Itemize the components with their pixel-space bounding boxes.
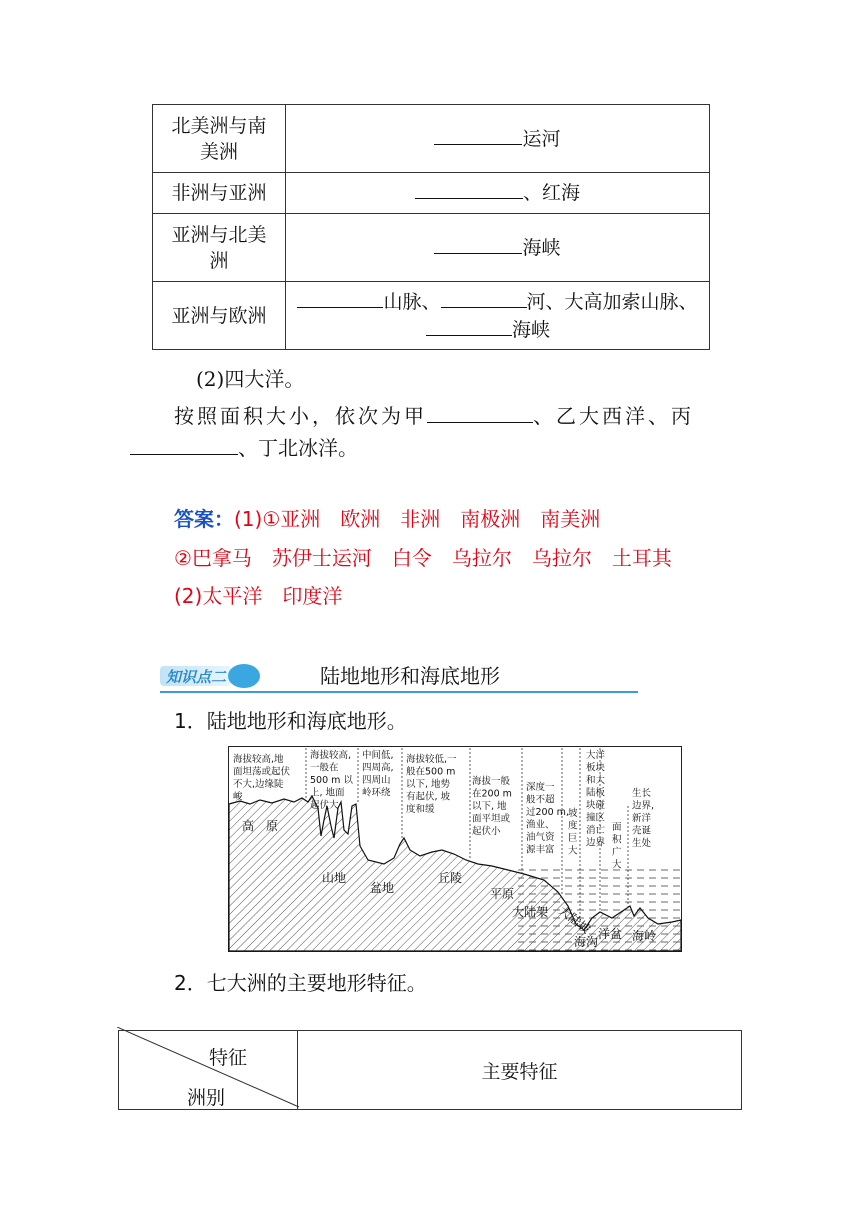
diagram-note-line: 上, 地面 xyxy=(310,787,345,799)
fill-blank[interactable] xyxy=(297,289,383,308)
diagram-note-line: 般在500 m xyxy=(406,766,456,778)
diagram-note-line: 一般在 xyxy=(310,762,339,774)
diagram-note-line: 新洋 xyxy=(632,813,652,824)
fill-blank[interactable] xyxy=(434,235,522,254)
header-main-features: 主要特征 xyxy=(298,1031,742,1110)
cell-text: 、红海 xyxy=(522,182,580,204)
item-1-heading: 1．陆地地形和海底地形。 xyxy=(174,709,407,733)
cell-text: 海峡 xyxy=(512,318,551,341)
diagram-note-line: 渔业、 xyxy=(526,819,555,831)
answer-line-3: (2)太平洋 印度洋 xyxy=(174,584,343,608)
continent-pair-cell xyxy=(153,214,286,282)
landform-diagram xyxy=(228,746,682,952)
answer-cell xyxy=(286,173,710,214)
label-ocean-basin: 洋盆 xyxy=(598,927,623,941)
oceans-line-1 xyxy=(174,401,734,431)
header-feature: 特征 xyxy=(209,1047,248,1069)
diagram-note-line: 过200 m, xyxy=(526,807,569,818)
diagram-note-line: 和大 xyxy=(586,775,606,786)
diagram-note-line: 起伏大 xyxy=(310,800,339,811)
diagram-note-line: 油气资 xyxy=(526,832,555,843)
diagram-note-line: 撞区 xyxy=(586,812,606,824)
diagram-note-line: 500 m 以 xyxy=(310,775,353,786)
continent-pair-cell xyxy=(153,282,286,350)
diagram-note-line: 板块 xyxy=(586,762,606,774)
fill-blank[interactable] xyxy=(415,180,523,199)
cell-text: 海峡 xyxy=(522,236,561,259)
diagram-note-line: 中间低, xyxy=(362,750,394,761)
cell-text: 山脉、 xyxy=(383,290,441,313)
diagram-note-line: 生长 xyxy=(632,788,652,799)
diagram-note-line: 边界, xyxy=(632,800,655,812)
label-hills: 丘陵 xyxy=(438,871,463,885)
diagram-note-line: 坡 xyxy=(568,808,578,819)
label-plateau: 高 原 xyxy=(242,819,279,833)
diagram-note-line: 深度一 xyxy=(526,782,555,793)
diagram-note-line: 生处 xyxy=(632,838,652,849)
table-row xyxy=(153,214,710,282)
diagram-note-line: 不大,边缘陡 xyxy=(233,779,284,790)
section-badge xyxy=(160,663,260,689)
diagram-note-line: 边界 xyxy=(586,837,606,849)
cell-label: 亚洲与欧洲 xyxy=(171,304,267,327)
diagram-note-line: 度和缓 xyxy=(406,804,435,815)
text: 按照面积大小，依次为甲 xyxy=(174,404,427,428)
diagram-note-line: 海拔较高,地 xyxy=(233,754,284,765)
continent-pair-cell xyxy=(153,105,286,173)
continent-features-table xyxy=(118,1030,742,1110)
diagram-note-line: 面平坦或 xyxy=(472,813,511,825)
section-title: 陆地地形和海底地形 xyxy=(320,664,500,688)
diagram-note-line: 面 xyxy=(612,822,622,833)
diagram-note-line: 广 xyxy=(612,847,622,858)
diagram-note-line: 以下, 地势 xyxy=(406,779,451,790)
straits-table xyxy=(152,104,710,350)
label-plain: 平原 xyxy=(490,887,515,901)
label-mountain: 山地 xyxy=(322,871,347,885)
diagram-note xyxy=(632,787,654,849)
fill-blank[interactable] xyxy=(427,404,533,423)
answer-line-2: ②巴拿马 苏伊士运河 白令 乌拉尔 乌拉尔 土耳其 xyxy=(174,546,672,570)
oceans-line-2 xyxy=(130,433,358,463)
label-shelf: 大陆架 xyxy=(512,905,549,919)
fill-blank[interactable] xyxy=(441,289,527,308)
continent-pair-cell xyxy=(153,173,286,214)
answer-text: (1)①亚洲 欧洲 非洲 南极洲 南美洲 xyxy=(234,507,601,531)
diagram-note-line: 海拔一般 xyxy=(472,776,511,787)
diagram-note-line: 面坦荡或起伏 xyxy=(233,766,291,778)
diagram-note xyxy=(612,822,622,871)
text: 、乙大西洋、丙 xyxy=(533,404,694,428)
diagram-note-line: 般不超 xyxy=(526,794,555,806)
oceans-heading: (2)四大洋。 xyxy=(196,367,305,391)
answer-line-1 xyxy=(174,504,600,534)
diagram-note-line: 在200 m xyxy=(472,788,512,800)
cell-label: 非洲与亚洲 xyxy=(171,182,267,204)
label-trench: 海沟 xyxy=(574,935,599,949)
cell-label: 亚洲与北美洲 xyxy=(171,223,267,272)
diagram-note-line: 大 xyxy=(612,859,622,871)
answer-cell xyxy=(286,214,710,282)
header-continent: 洲别 xyxy=(187,1087,226,1109)
table-header-row xyxy=(119,1031,742,1110)
cell-text: 河、大高加索山脉、 xyxy=(526,290,698,313)
diagram-note-line: 海拔较高, xyxy=(310,750,352,761)
cell-text: 运河 xyxy=(522,127,561,150)
label-slope: 大陆坡 xyxy=(556,903,594,937)
badge-text: 知识点二 xyxy=(165,668,227,686)
diagram-note-line: 积 xyxy=(612,834,622,846)
fill-blank[interactable] xyxy=(434,126,522,145)
diagram-note-line: 消亡 xyxy=(586,825,606,836)
text: 、丁北冰洋。 xyxy=(238,436,358,460)
table-row xyxy=(153,173,710,214)
diagram-note-line: 大洋 xyxy=(586,750,606,761)
table-row xyxy=(153,105,710,173)
diagram-note-line: 巨 xyxy=(568,833,578,844)
cell-label: 北美洲与南美洲 xyxy=(171,114,267,163)
diagram-note-line: 岭环绕 xyxy=(362,787,391,799)
table-row xyxy=(153,282,710,350)
fill-blank[interactable] xyxy=(130,436,238,455)
diagram-note-line: 起伏小 xyxy=(472,826,501,837)
diagram-note-line: 壳诞 xyxy=(632,825,652,837)
answer-cell xyxy=(286,105,710,173)
answer-cell xyxy=(286,282,710,350)
label-ridge: 海岭 xyxy=(632,929,657,943)
diagram-note-line: 四周高, xyxy=(362,762,394,774)
diagram-note-line: 有起伏, 坡 xyxy=(406,791,451,803)
diagram-note-line: 源丰富 xyxy=(526,844,555,856)
fill-blank[interactable] xyxy=(426,317,512,336)
answer-label: 答案： xyxy=(174,507,234,531)
section-header xyxy=(160,661,638,693)
diagram-note-line: 四周山 xyxy=(362,775,391,786)
diagram-note-line: 海拔较低,一 xyxy=(406,754,457,765)
diagram-note-line: 陆板 xyxy=(586,787,606,799)
diagram-note-line: 大 xyxy=(568,845,578,857)
diagram-note-line: 峻 xyxy=(233,791,243,803)
diagram-note-line: 块碰 xyxy=(586,800,606,811)
diagram-note-line: 度 xyxy=(568,820,578,832)
label-basin: 盆地 xyxy=(370,881,395,895)
diagram-note-line: 以下, 地 xyxy=(472,801,507,812)
item-2-heading: 2．七大洲的主要地形特征。 xyxy=(174,971,427,995)
diagonal-header-cell xyxy=(119,1031,298,1110)
